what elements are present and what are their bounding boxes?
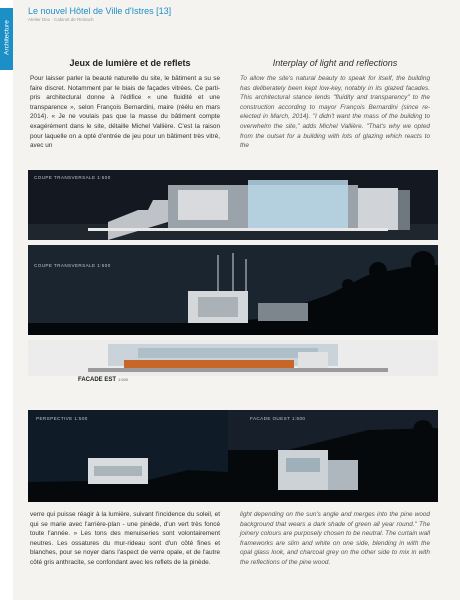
section-2-drawing: [28, 245, 438, 335]
figure-facade-est: [28, 340, 438, 376]
section-tab: [0, 8, 13, 70]
facade-est-label: FACADE EST: [78, 377, 117, 383]
figure-section-4: [28, 410, 438, 502]
page-subtitle: Atelier Dex · Cabinet de Reinach: [28, 17, 94, 22]
side-tab: [0, 0, 13, 600]
section-1-drawing: [28, 170, 438, 240]
page-header: [28, 6, 171, 22]
panel-4-label-left: PERSPECTIVE 1:500: [36, 416, 88, 421]
figure-section-2: [28, 245, 438, 335]
facade-est-scale: 1:500: [118, 377, 129, 382]
page-title: Le nouvel Hôtel de Ville d'Istres [13]: [28, 6, 172, 16]
section-tab-label: Architecture: [3, 20, 11, 55]
panel-4-label-right: FACADE OUEST 1:500: [250, 416, 306, 421]
body-text-fr-top: Pour laisser parler la beauté naturelle du site, le bâtiment a su se faire discret. Notamment par le biais de façades vitrées. Ce parti-pris architectural donne à l'édifice « une fluidité et une transparence », selon François Bernardini, maire (réélu en mars 2014). « Je ne voulais pas que la masse du bâtiment compte exagérément dans le site, détaille Michel Vallière. C'est la raison pour laquelle on a opté d'entrée de jeu pour un bâtiment très vitré, avec un: [30, 75, 220, 150]
facade-est-caption: [78, 377, 128, 383]
body-text-en-top: To allow the site's natural beauty to speak for itself, the building has deliberately been kept low-key, notably in its glazed facades. This architectural stance lends "fluidity and transparency" to the construction according to mayor François Bernardini (since re-elected in March, 2014). "I didn't want the mass of the building to overwhelm the site," adds Michel Vallière. "That's why we opted from the outset for a building with lots of glazing which reacts to the: [240, 75, 430, 150]
section-title-fr: Jeux de lumière et de reflets: [69, 58, 191, 68]
panel-2-label: COUPE TRANSVERSALE 1:500: [34, 263, 111, 268]
section-title-en: Interplay of light and reflections: [272, 58, 398, 68]
facade-est-drawing: [28, 340, 438, 376]
body-text-fr-bottom: verre qui puisse réagir à la lumière, suivant l'incidence du soleil, et qui se marie avec l'arrière-plan - une pinède, d'un vert très foncé toute l'année. » Les tons des menuiseries sont volontairement neutres. Les ossatures du mur-rideau sont d'un côté fines et blanches, pour se noyer dans l'aspect de verre opale, et de l'autre côté gris anthracite, se confondant avec les reflets de la pinède.: [30, 511, 220, 566]
section-4-drawing: [28, 410, 438, 502]
panel-1-label: COUPE TRANSVERSALE 1:500: [34, 175, 111, 180]
figure-section-1: [28, 170, 438, 240]
body-text-en-bottom: light depending on the sun's angle and merges into the pine wood background that wears a dark shade of green all year round." The joinery colours are purposely chosen to be neutral. The curtain wall frameworks are slim and white on one side, blending in with the opal glass look, and charcoal grey on the other side to mix in with the reflections of the pine wood.: [240, 511, 430, 566]
